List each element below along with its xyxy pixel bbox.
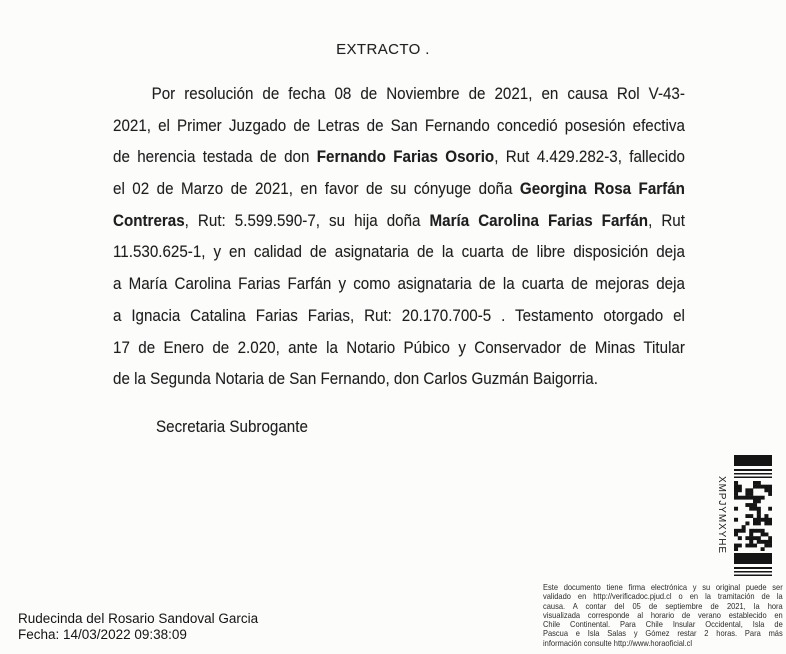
signature-date: Fecha: 14/03/2022 09:38:09 (18, 627, 187, 642)
paragraph-line: Contreras, Rut: 5.599.590-7, su hija doña María Carolina Farias Farfán, Rut (113, 211, 685, 230)
paragraph-line: a Ignacia Catalina Farias Farias, Rut: 20.170.700-5 . Testamento otorgado el (113, 306, 685, 325)
disclaimer-line: causa. A contar del 05 de septiembre de 2021, la hora (543, 601, 783, 611)
signer-name: Rudecinda del Rosario Sandoval Garcia (18, 611, 259, 626)
barcode-bottom-stripes (734, 567, 772, 576)
disclaimer-line: Chile Continental. Para Chile Insular Occidental, Isla de (543, 620, 783, 630)
closing-line: Secretaria Subrogante (156, 418, 308, 436)
paragraph-line: a María Carolina Farias Farfán y como asignataria de la cuarta de mejoras deja (113, 275, 685, 294)
paragraph-line: 2021, el Primer Juzgado de Letras de San Fernando concedió posesión efectiva (113, 116, 685, 135)
paragraph-line: el 02 de Marzo de 2021, en favor de su cónyuge doña Georgina Rosa Farfán (113, 180, 685, 199)
paragraph-line: Por resolución de fecha 08 de Noviembre de 2021, en causa Rol V-43- (151, 85, 685, 103)
paragraph-line: de la Segunda Notaria de San Fernando, don Carlos Guzmán Baigorria. (113, 370, 598, 389)
disclaimer-line: Pascua e Isla Salas y Gómez restar 2 horas. Para más (543, 629, 783, 639)
signature-block (18, 611, 258, 643)
stamp-code-label: XMPJYMXYHE (716, 476, 727, 554)
document-title: EXTRACTO . (336, 41, 430, 58)
paragraph-line: 11.530.625-1, y en calidad de asignataria de la cuarta de libre disposición deja (113, 243, 685, 262)
extract-paragraph (113, 79, 735, 396)
barcode-top-stripes (734, 469, 772, 478)
paragraph-line: 17 de Enero de 2.020, ante la Notario Púbico y Conservador de Minas Titular (113, 338, 685, 357)
paragraph-line: de herencia testada de don Fernando Farias Osorio, Rut 4.429.282-3, fallecido (113, 148, 685, 167)
barcode-bottom-bar (734, 553, 772, 564)
disclaimer-line: validado en http://verificadoc.pjud.cl o en la tramitación de la (543, 592, 783, 602)
disclaimer-line: información consulte http://www.horaoficial.cl (543, 638, 693, 648)
barcode-data-region (734, 481, 772, 551)
disclaimer-line: visualizada corresponde al horario de verano establecido en (543, 610, 783, 620)
barcode-top-bar (734, 455, 772, 466)
disclaimer-text (543, 583, 786, 648)
pdf417-barcode (734, 455, 772, 579)
disclaimer-line: Este documento tiene firma electrónica y su original puede ser (543, 583, 783, 592)
